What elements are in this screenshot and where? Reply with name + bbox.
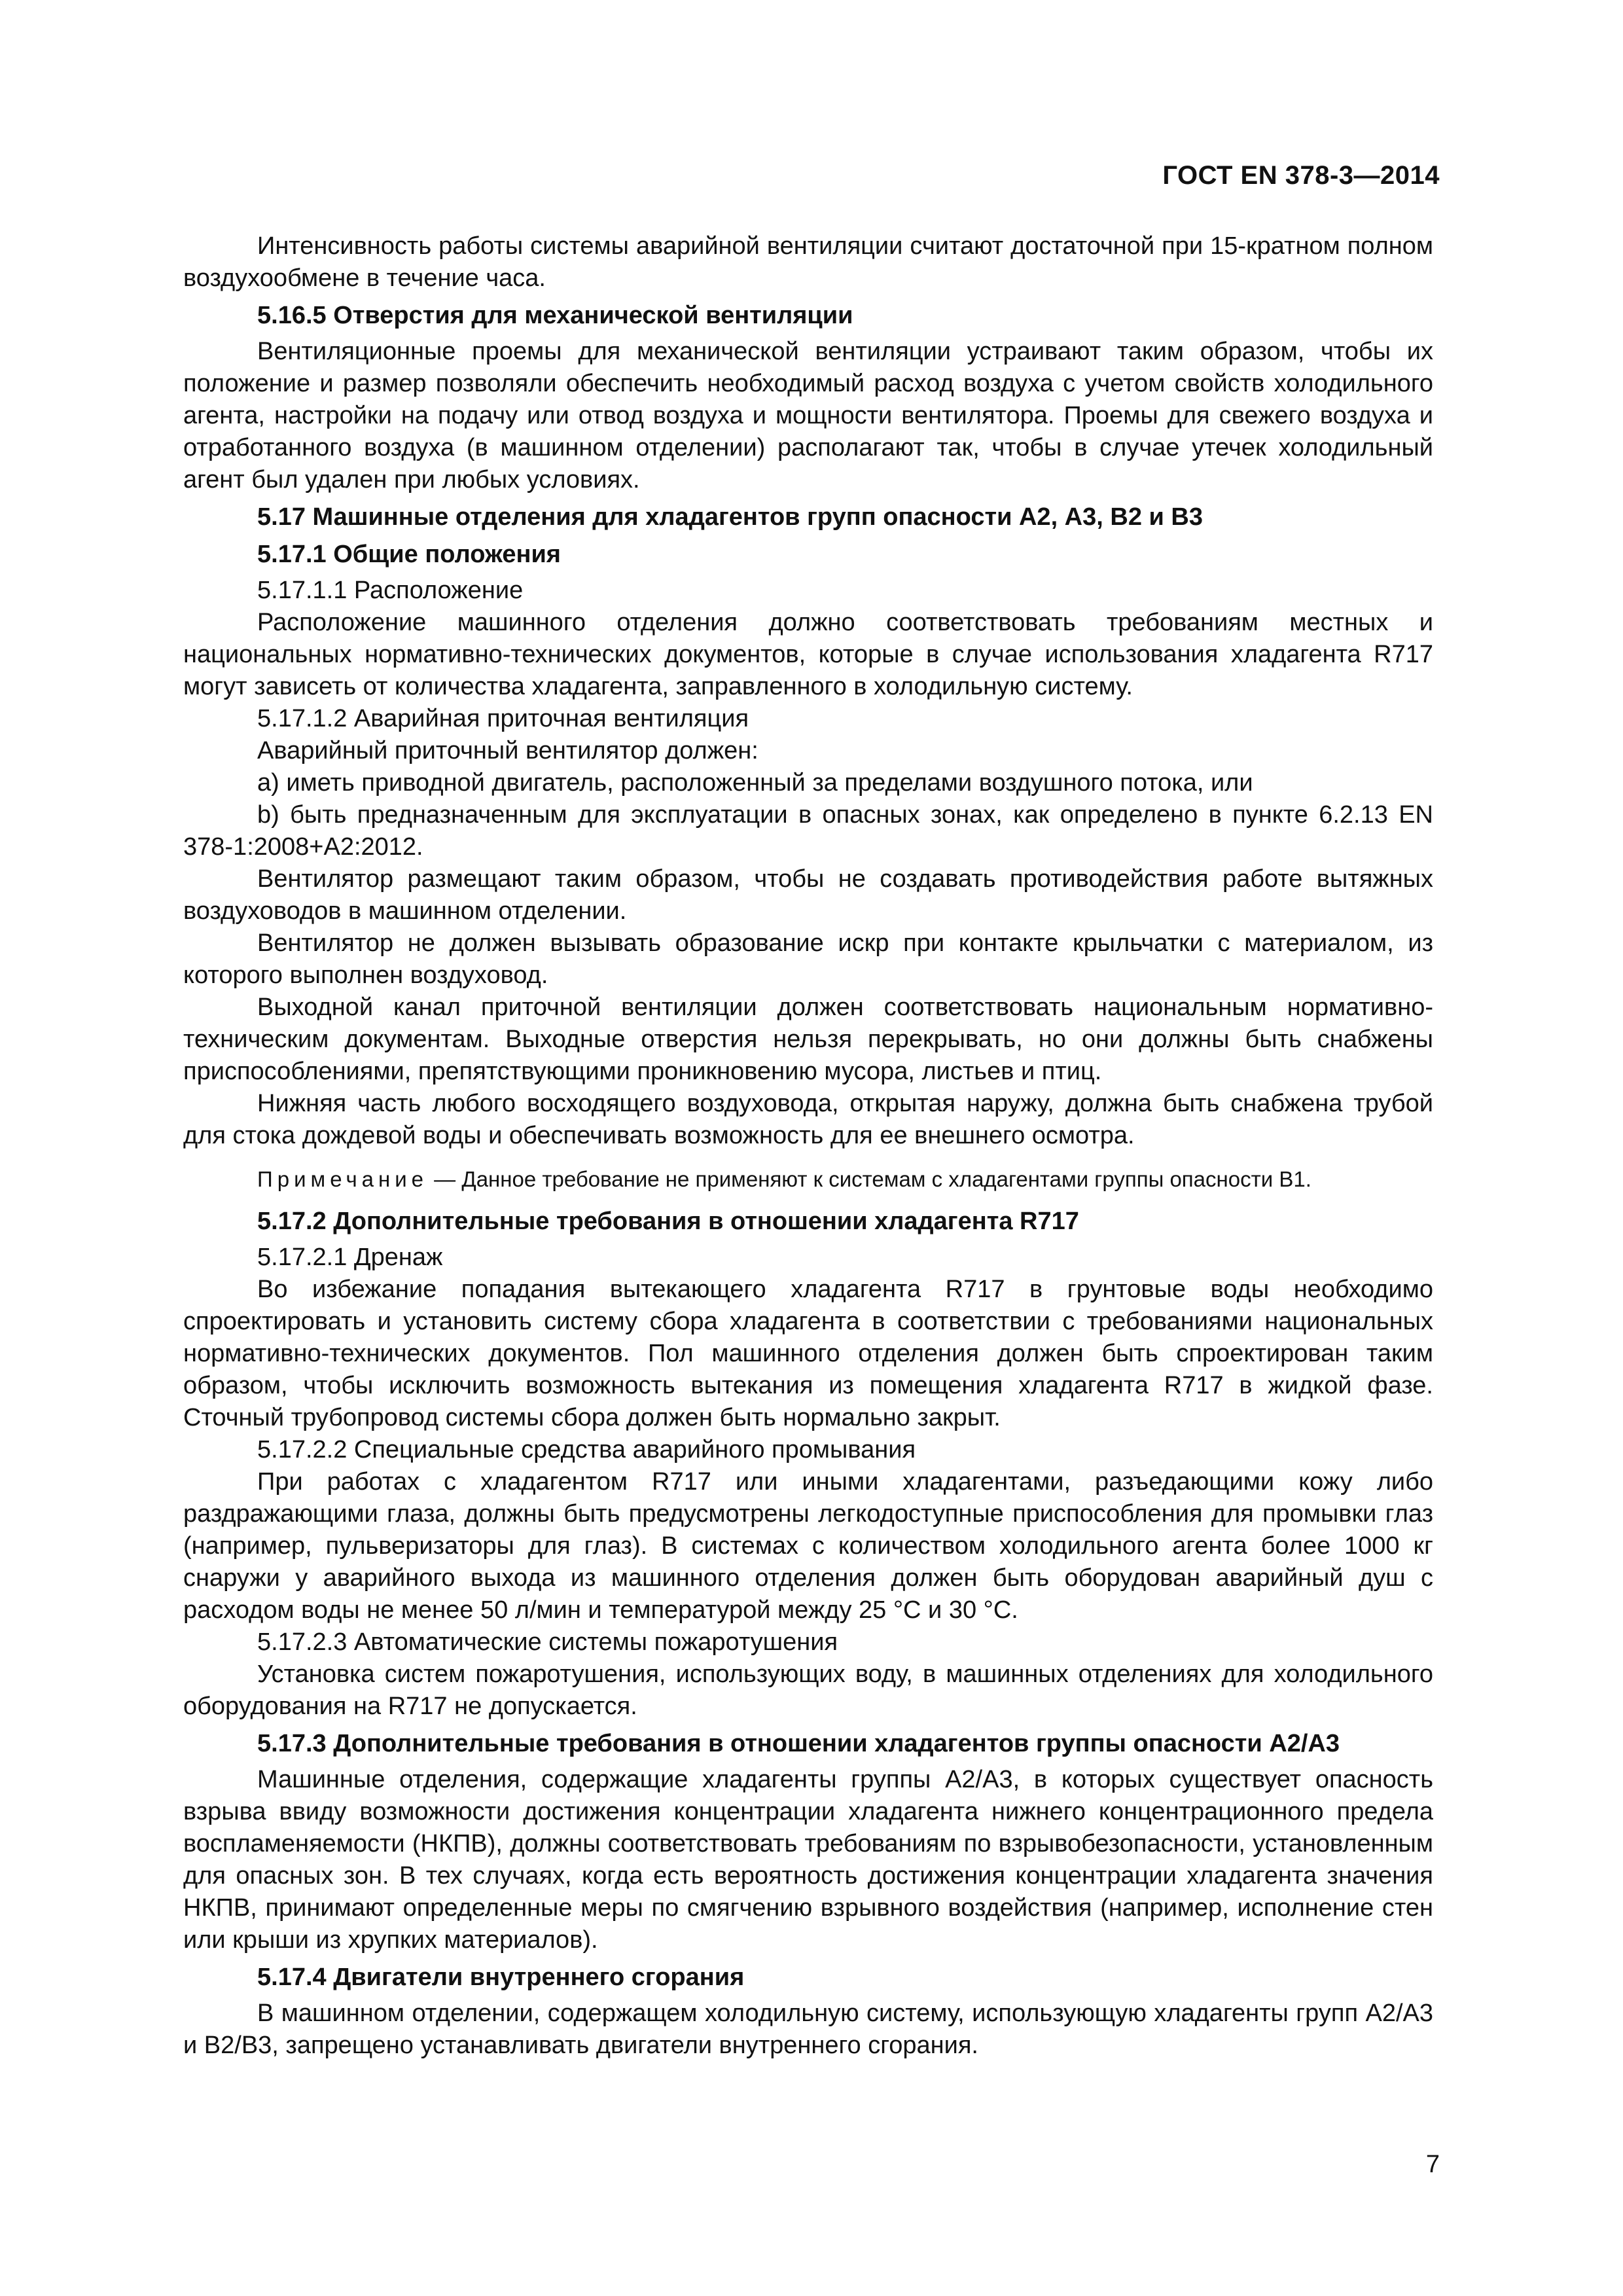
note-text: — Данное требование не применяют к системам с хладагентами группы опасности В1. xyxy=(428,1167,1311,1191)
subsection-title: 5.17.2.3 Автоматические системы пожаротушения xyxy=(257,1628,838,1656)
document-designation: ГОСТ EN 378-3—2014 xyxy=(1162,161,1440,190)
section-heading: 5.16.5 Отверстия для механической вентиляции xyxy=(257,302,853,329)
section-heading: 5.17.4 Двигатели внутреннего сгорания xyxy=(257,1964,745,1991)
page-number: 7 xyxy=(1425,2151,1440,2178)
paragraph: Выходной канал приточной вентиляции должен соответствовать национальным нормативно-техническим документам. Выходные отверстия нельзя перекрывать, но они должны быть снабжены приспособлениями, препятствующими проникновению мусора, листьев и птиц. xyxy=(183,994,1433,1085)
section-heading: 5.17 Машинные отделения для хладагентов групп опасности А2, А3, В2 и В3 xyxy=(257,503,1204,531)
section-heading: 5.17.1 Общие положения xyxy=(257,541,561,568)
paragraph: При работах с хладагентом R717 или иными хладагентами, разъедающими кожу либо раздражающими глаза, должны быть предусмотрены легкодоступные приспособления для промывки глаз (например, пульверизаторы для глаз). В системах с количеством холодильного агента более 1000 кг снаружи у аварийного выхода из машинного отделения должен быть оборудован аварийный душ с расходом воды не менее 50 л/мин и температурой между 25 °С и 30 °С. xyxy=(183,1468,1433,1624)
section-heading: 5.17.3 Дополнительные требования в отношении хладагентов группы опасности А2/А3 xyxy=(257,1730,1340,1757)
subsection-title: 5.17.1.2 Аварийная приточная вентиляция xyxy=(257,705,749,732)
subsection-title: 5.17.2.2 Специальные средства аварийного промывания xyxy=(257,1436,916,1463)
page-body xyxy=(183,230,1433,2062)
section-heading: 5.17.2 Дополнительные требования в отношении хладагента R717 xyxy=(257,1208,1079,1235)
paragraph: Машинные отделения, содержащие хладагенты группы А2/А3, в которых существует опасность взрыва ввиду возможности достижения концентрации хладагента нижнего концентрационного предела воспламеняемости (НКПВ), должны соответствовать требованиям по взрывобезопасности, установленным для опасных зон. В тех случаях, когда есть вероятность достижения концентрации хладагента значения НКПВ, принимают определенные меры по смягчению взрывного воздействия (например, исполнение стен или крыши из хрупких материалов). xyxy=(183,1766,1433,1954)
paragraph: Вентиляционные проемы для механической вентиляции устраивают таким образом, чтобы их положение и размер позволяли обеспечить необходимый расход воздуха с учетом свойств холодильного агента, настройки на подачу или отвод воздуха и мощности вентилятора. Проемы для свежего воздуха и отработанного воздуха (в машинном отделении) располагают так, чтобы в случае утечек холодильный агент был удален при любых условиях. xyxy=(183,338,1433,493)
subsection-title: 5.17.2.1 Дренаж xyxy=(257,1244,443,1271)
paragraph: В машинном отделении, содержащем холодильную систему, использующую хладагенты групп А2/А3 и В2/В3, запрещено устанавливать двигатели внутреннего сгорания. xyxy=(183,2000,1433,2059)
paragraph: Установка систем пожаротушения, использующих воду, в машинных отделениях для холодильного оборудования на R717 не допускается. xyxy=(183,1660,1433,1720)
paragraph: Вентилятор размещают таким образом, чтобы не создавать противодействия работе вытяжных воздуховодов в машинном отделении. xyxy=(183,865,1433,925)
subsection-title: 5.17.1.1 Расположение xyxy=(257,577,524,604)
paragraph: Нижняя часть любого восходящего воздуховода, открытая наружу, должна быть снабжена трубой для стока дождевой воды и обеспечивать возможность для ее внешнего осмотра. xyxy=(183,1090,1433,1149)
paragraph: Интенсивность работы системы аварийной вентиляции считают достаточной при 15-кратном полном воздухообмене в течение часа. xyxy=(183,232,1433,292)
paragraph: Во избежание попадания вытекающего хладагента R717 в грунтовые воды необходимо спроектировать и установить систему сбора хладагента в соответствии с требованиями национальных нормативно-технических документов. Пол машинного отделения должен быть спроектирован таким образом, чтобы исключить возможность вытекания из помещения хладагента R717 в жидкой фазе. Сточный трубопровод системы сбора должен быть нормально закрыт. xyxy=(183,1276,1433,1431)
list-item: a) иметь приводной двигатель, расположенный за пределами воздушного потока, или xyxy=(257,769,1253,797)
list-item: b) быть предназначенным для эксплуатации в опасных зонах, как определено в пункте 6.2.13 EN 378-1:2008+A2:2012. xyxy=(183,801,1433,861)
paragraph: Вентилятор не должен вызывать образование искр при контакте крыльчатки с материалом, из которого выполнен воздуховод. xyxy=(183,929,1433,989)
note xyxy=(183,1165,1433,1194)
paragraph: Аварийный приточный вентилятор должен: xyxy=(257,737,758,764)
paragraph: Расположение машинного отделения должно соответствовать требованиям местных и национальных нормативно-технических документов, которые в случае использования хладагента R717 могут зависеть от количества хладагента, заправленного в холодильную систему. xyxy=(183,609,1433,700)
note-label: Примечание xyxy=(257,1167,429,1191)
